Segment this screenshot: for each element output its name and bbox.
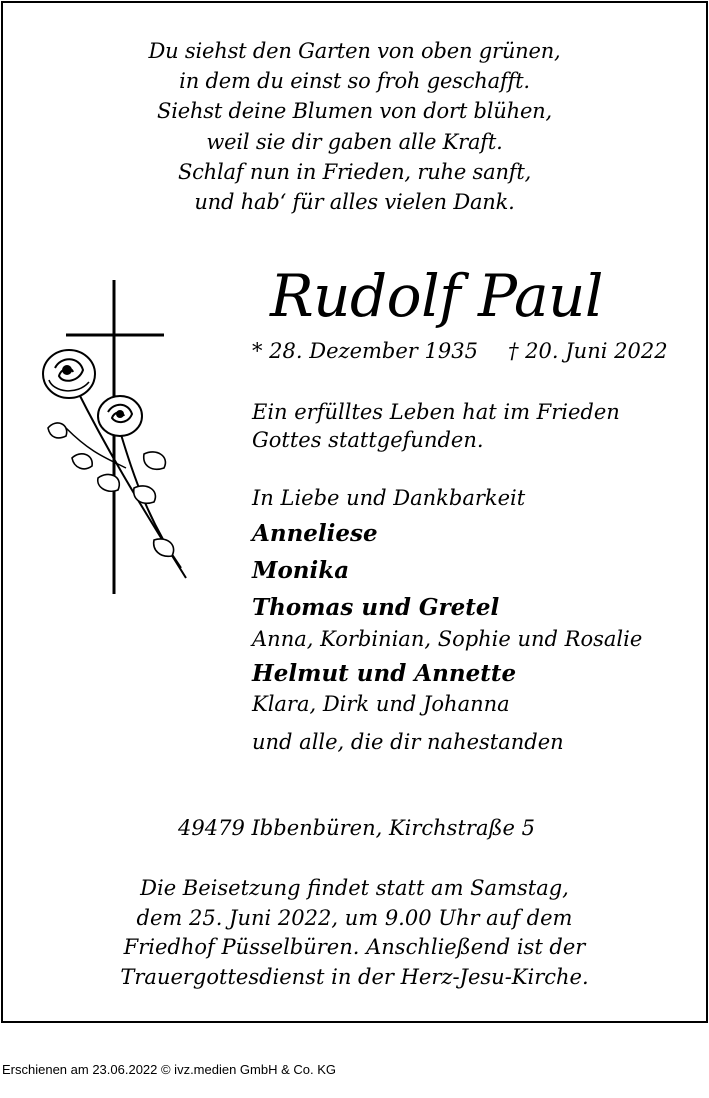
address-text: 49479 Ibbenbüren, Kirchstraße 5 xyxy=(178,816,535,840)
poem xyxy=(0,36,709,217)
poem-line: Du siehst den Garten von oben grünen, xyxy=(148,39,561,63)
life-dates xyxy=(252,339,668,363)
poem-line: in dem du einst so froh geschafft. xyxy=(179,69,530,94)
mourner-others: und alle, die dir nahestanden xyxy=(252,730,564,754)
signoff: In Liebe und Dankbarkeit xyxy=(252,486,526,510)
publication-footer: Erschienen am 23.06.2022 © ivz.medien GmbH & Co. KG xyxy=(2,1062,337,1077)
funeral-info xyxy=(0,874,709,992)
tribute-line: Gottes stattgefunden. xyxy=(252,428,484,452)
mourner-name: Monika xyxy=(252,557,350,584)
tribute-text xyxy=(252,398,620,454)
funeral-line: Trauergottesdienst in der Herz-Jesu-Kirche. xyxy=(120,964,589,989)
funeral-line: Friedhof Püsselbüren. Anschließend ist der xyxy=(123,935,586,959)
poem-line: Schlaf nun in Frieden, ruhe sanft, xyxy=(177,159,532,184)
deceased-name: Rudolf Paul xyxy=(270,262,603,330)
poem-line: Siehst deine Blumen von dort blühen, xyxy=(157,99,552,124)
poem-line: und hab‘ für alles vielen Dank. xyxy=(194,190,515,215)
funeral-line: dem 25. Juni 2022, um 9.00 Uhr auf dem xyxy=(136,905,573,930)
mourner-name: Helmut und Annette xyxy=(252,660,517,687)
address xyxy=(0,816,709,840)
poem-line: weil sie dir gaben alle Kraft. xyxy=(206,129,503,154)
mourner-name: Anneliese xyxy=(252,520,378,547)
funeral-line: Die Beisetzung findet statt am Samstag, xyxy=(140,876,569,900)
death-date: † 20. Juni 2022 xyxy=(508,339,668,363)
tribute-line: Ein erfülltes Leben hat im Frieden xyxy=(252,400,620,424)
cross-with-roses-icon xyxy=(36,278,196,598)
birth-date: * 28. Dezember 1935 xyxy=(252,339,478,363)
mourner-children: Klara, Dirk und Johanna xyxy=(252,692,510,716)
mourner-name: Thomas und Gretel xyxy=(252,594,500,621)
mourner-children: Anna, Korbinian, Sophie und Rosalie xyxy=(252,627,643,651)
